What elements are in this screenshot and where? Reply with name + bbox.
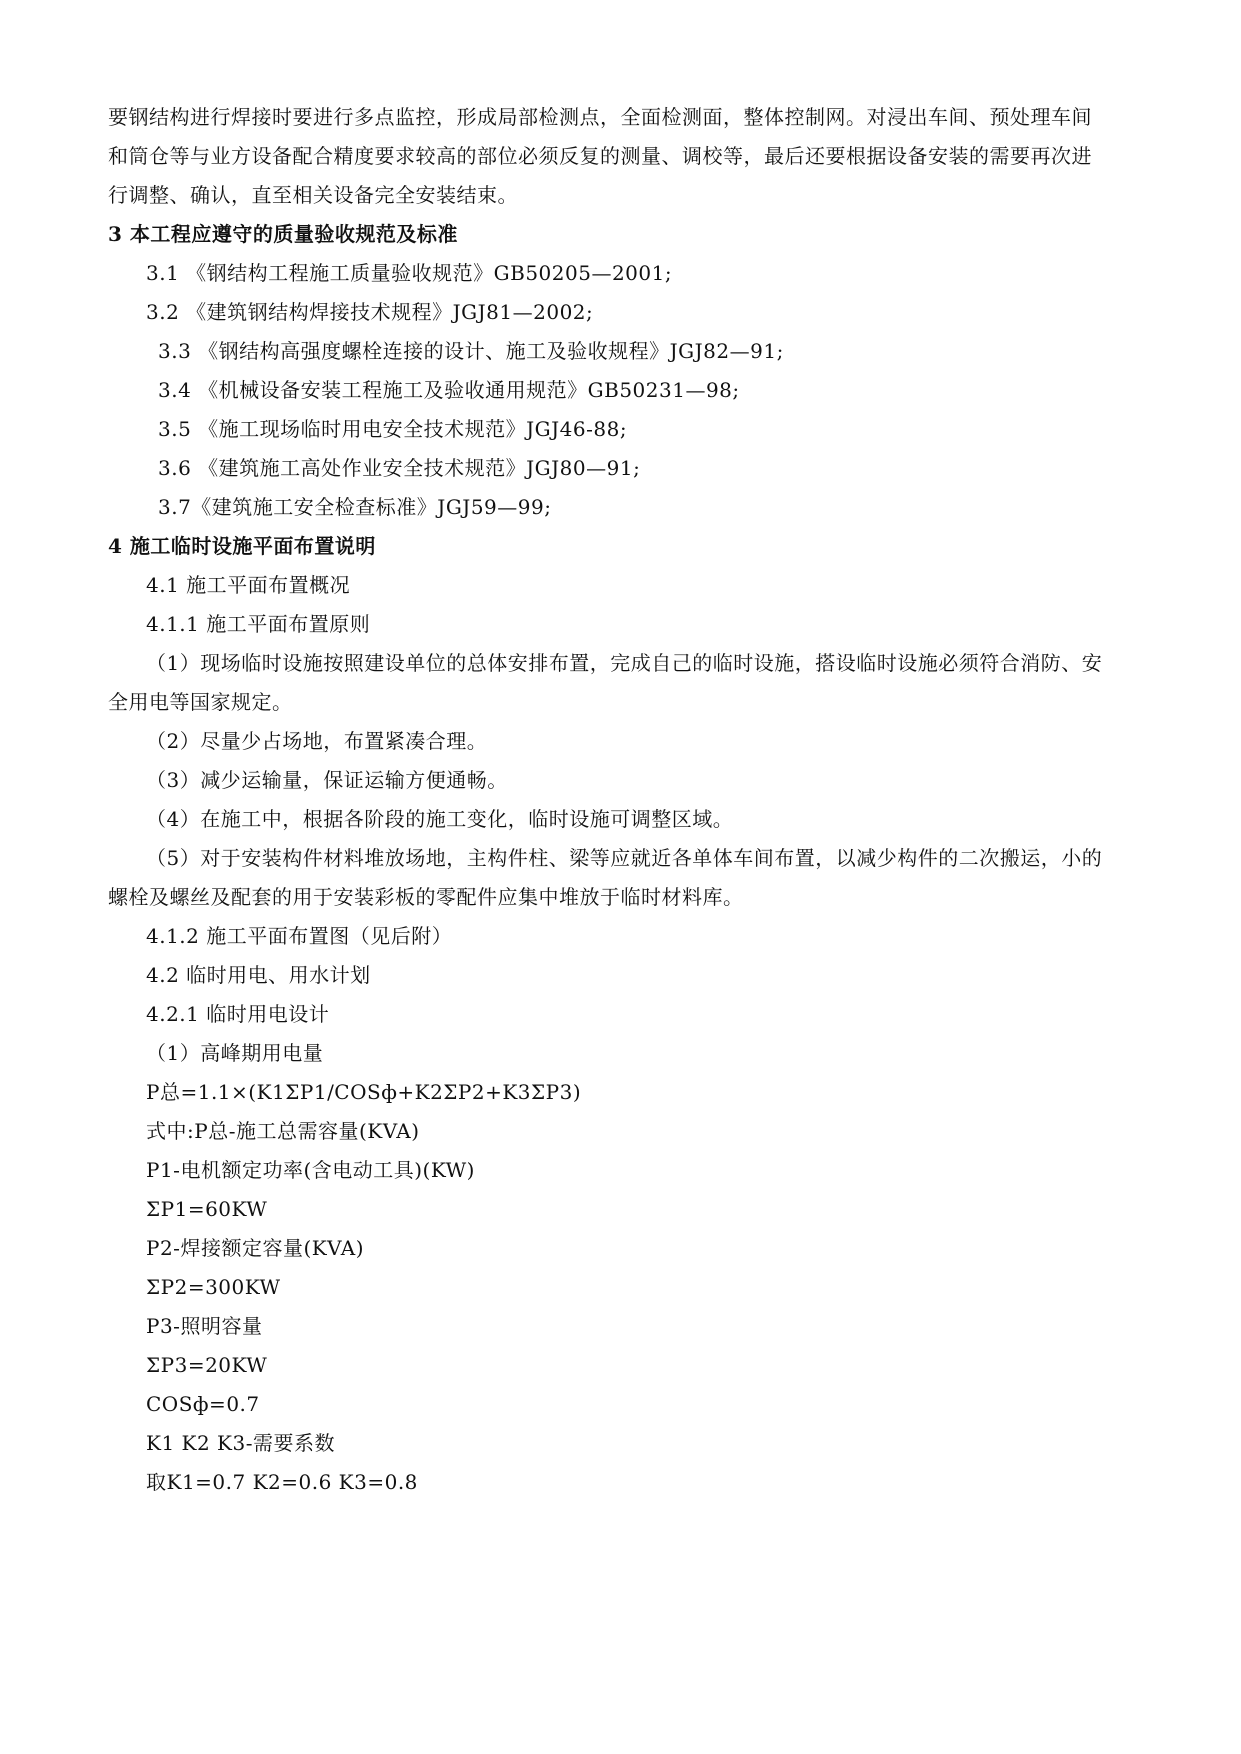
formula-where: 式中:P总-施工总需容量(KVA) [146, 1119, 420, 1143]
section-3-heading: 3 本工程应遵守的质量验收规范及标准 [108, 222, 458, 246]
subsection-4-1-1: 4.1.1 施工平面布置原则 [146, 612, 371, 636]
section-4-heading: 4 施工临时设施平面布置说明 [108, 534, 376, 558]
standard-item-3-1: 3.1 《钢结构工程施工质量验收规范》GB50205—2001; [146, 261, 673, 285]
standard-item-3-5: 3.5 《施工现场临时用电安全技术规范》JGJ46-88; [158, 417, 628, 441]
standard-item-3-4: 3.4 《机械设备安装工程施工及验收通用规范》GB50231—98; [158, 378, 740, 402]
principle-5-line-2: 螺栓及螺丝及配套的用于安装彩板的零配件应集中堆放于临时材料库。 [108, 885, 744, 909]
subsection-4-2: 4.2 临时用电、用水计划 [146, 963, 371, 987]
k-coefficients-values: 取K1=0.7 K2=0.6 K3=0.8 [146, 1470, 418, 1494]
p1-definition: P1-电机额定功率(含电动工具)(KW) [146, 1158, 475, 1182]
cos-phi: COSф=0.7 [146, 1392, 260, 1416]
p2-definition: P2-焊接额定容量(KVA) [146, 1236, 365, 1260]
subsection-4-1: 4.1 施工平面布置概况 [146, 573, 351, 597]
sum-p2: ΣP2=300KW [146, 1275, 281, 1299]
intro-line-2: 和筒仓等与业方设备配合精度要求较高的部位必须反复的测量、调校等，最后还要根据设备安装的需要再次进 [108, 144, 1092, 168]
standard-item-3-6: 3.6 《建筑施工高处作业安全技术规范》JGJ80—91; [158, 456, 641, 480]
principle-1-line-2: 全用电等国家规定。 [108, 690, 293, 714]
principle-2: （2）尽量少占场地，布置紧凑合理。 [146, 729, 488, 753]
sum-p3: ΣP3=20KW [146, 1353, 268, 1377]
principle-4: （4）在施工中，根据各阶段的施工变化，临时设施可调整区域。 [146, 807, 734, 831]
k-coefficients-definition: K1 K2 K3-需要系数 [146, 1431, 335, 1455]
principle-3: （3）减少运输量，保证运输方便通畅。 [146, 768, 508, 792]
subsection-4-2-1: 4.2.1 临时用电设计 [146, 1002, 330, 1026]
sum-p1: ΣP1=60KW [146, 1197, 268, 1221]
standard-item-3-2: 3.2 《建筑钢结构焊接技术规程》JGJ81—2002; [146, 300, 594, 324]
p3-definition: P3-照明容量 [146, 1314, 263, 1338]
subsection-4-1-2: 4.1.2 施工平面布置图（见后附） [146, 924, 453, 948]
principle-5-line-1: （5）对于安装构件材料堆放场地，主构件柱、梁等应就近各单体车间布置，以减少构件的二次搬运，小的 [146, 846, 1103, 870]
principle-1-line-1: （1）现场临时设施按照建设单位的总体安排布置，完成自己的临时设施，搭设临时设施必须符合消防、安 [146, 651, 1103, 675]
intro-line-1: 要钢结构进行焊接时要进行多点监控，形成局部检测点，全面检测面，整体控制网。对浸出车间、预处理车间 [108, 105, 1092, 129]
standard-item-3-7: 3.7《建筑施工安全检查标准》JGJ59—99; [158, 495, 552, 519]
peak-load-heading: （1）高峰期用电量 [146, 1041, 324, 1065]
standard-item-3-3: 3.3 《钢结构高强度螺栓连接的设计、施工及验收规程》JGJ82—91; [158, 339, 784, 363]
power-formula: P总=1.1×(K1ΣP1/COSф+K2ΣP2+K3ΣP3) [146, 1080, 582, 1104]
intro-line-3: 行调整、确认，直至相关设备完全安装结束。 [108, 183, 518, 207]
